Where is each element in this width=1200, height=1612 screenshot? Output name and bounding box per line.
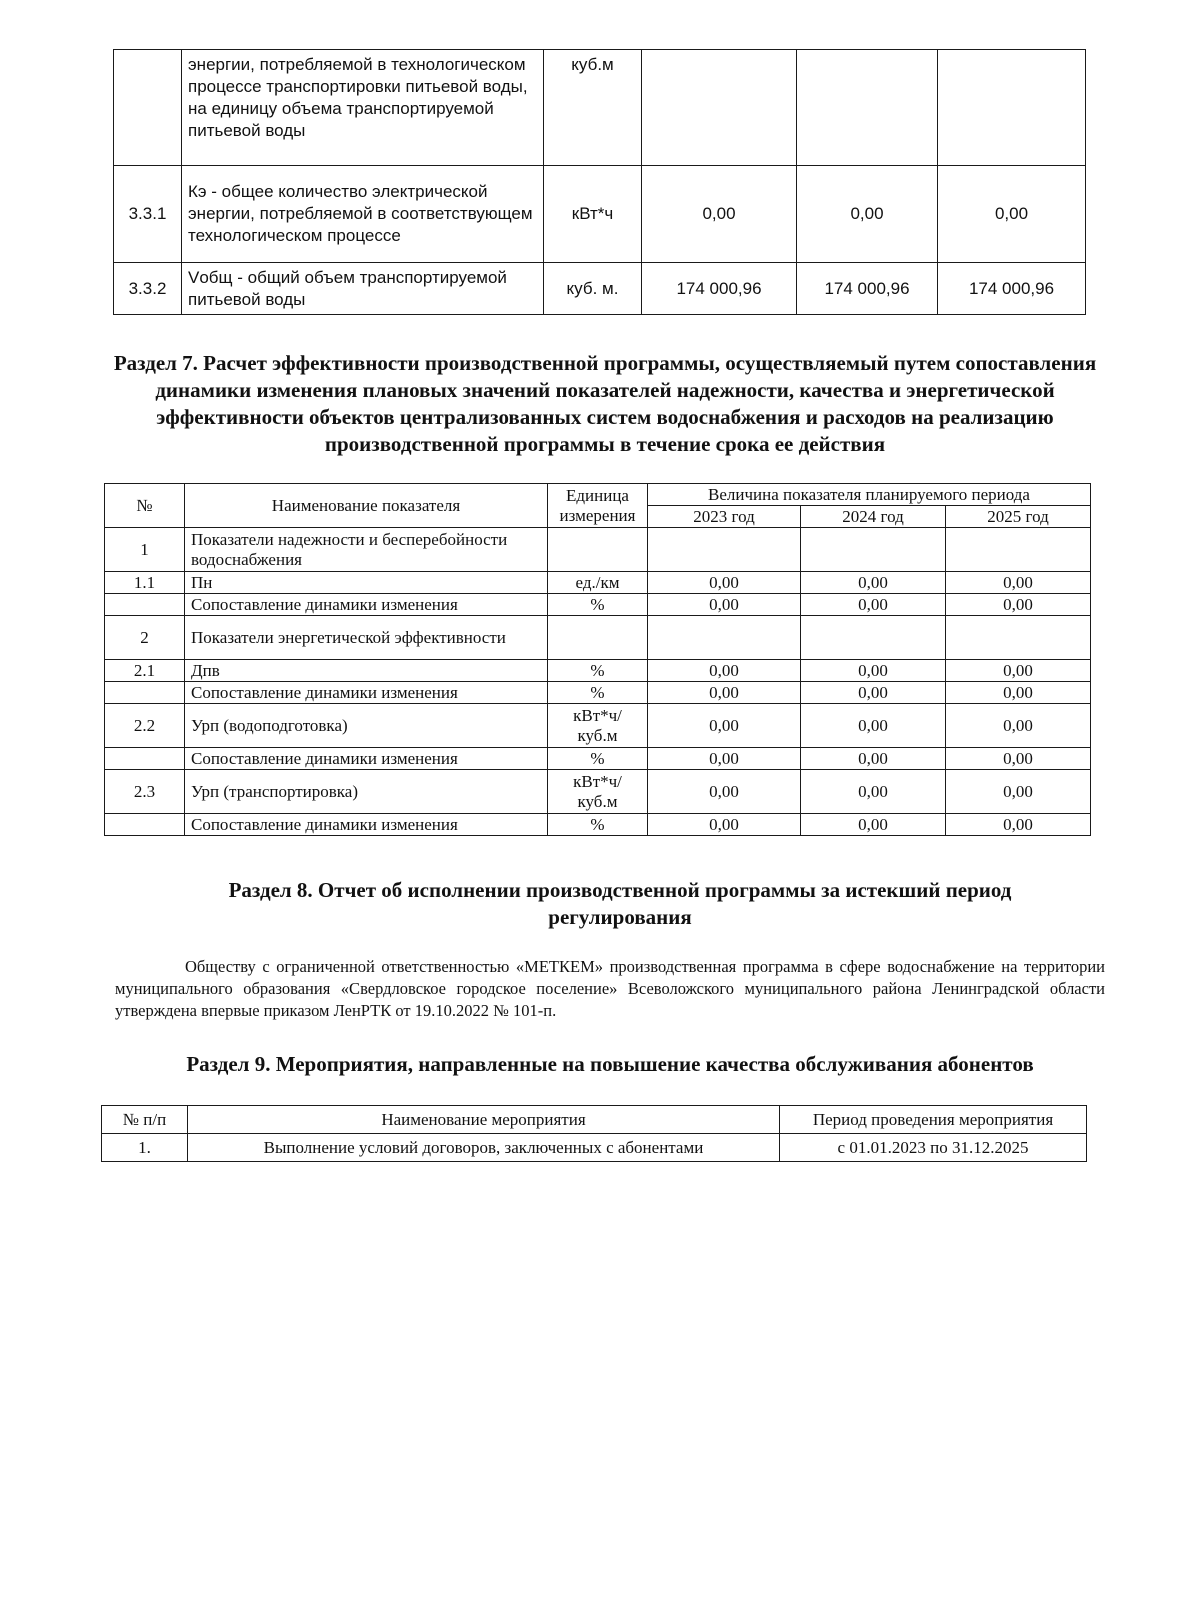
- value-2025: 0,00: [946, 770, 1091, 814]
- table-header-row: [105, 484, 1091, 506]
- row-name: Урп (транспортировка): [185, 770, 548, 814]
- header-name: Наименование показателя: [185, 484, 548, 528]
- value-2025: 174 000,96: [938, 263, 1086, 315]
- row-name: Vобщ - общий объем транспортируемой питьевой воды: [182, 263, 544, 315]
- table-row: [114, 263, 1086, 315]
- efficiency-table: [104, 483, 1091, 836]
- activity-name: Выполнение условий договоров, заключенных с абонентами: [188, 1134, 780, 1162]
- table-row: [105, 572, 1091, 594]
- table-row: [105, 748, 1091, 770]
- value-2025: [938, 50, 1086, 166]
- row-number: 2.2: [105, 704, 185, 748]
- table-row: [114, 166, 1086, 263]
- row-name: Кэ - общее количество электрической энергии, потребляемой в соответствующем технологическом процессе: [182, 166, 544, 263]
- row-unit: куб. м.: [544, 263, 642, 315]
- row-name: Дпв: [185, 660, 548, 682]
- section-8-title: Раздел 8. Отчет об исполнении производственной программы за истекший период регулирования: [228, 878, 1012, 929]
- value-2023: 0,00: [648, 704, 801, 748]
- row-name: Показатели энергетической эффективности: [185, 616, 548, 660]
- table-row: [105, 814, 1091, 836]
- table-row: [105, 528, 1091, 572]
- row-number: [105, 814, 185, 836]
- row-unit: куб.м: [544, 50, 642, 166]
- row-unit: ед./км: [548, 572, 648, 594]
- section-7-title: Раздел 7. Расчет эффективности производственной программы, осуществляемый путем сопоставления динамики изменения плановых значений показателей надежности, качества и энергетической эффективности объектов централизованных систем водоснабжения и расходов на реализацию производственной программы в течение срока ее действия: [113, 351, 1097, 456]
- value-2023: 0,00: [648, 814, 801, 836]
- value-2024: 0,00: [801, 572, 946, 594]
- row-name: Урп (водоподготовка): [185, 704, 548, 748]
- value-2023: 0,00: [648, 572, 801, 594]
- value-2025: 0,00: [946, 814, 1091, 836]
- value-2024: [797, 50, 938, 166]
- row-unit: кВт*ч/ куб.м: [548, 770, 648, 814]
- row-unit: [548, 528, 648, 572]
- header-2025: 2025 год: [946, 506, 1091, 528]
- header-num: № п/п: [102, 1106, 188, 1134]
- header-num: №: [105, 484, 185, 528]
- value-2025: 0,00: [946, 682, 1091, 704]
- row-number: 1.1: [105, 572, 185, 594]
- value-2025: 0,00: [946, 572, 1091, 594]
- table-row: [105, 594, 1091, 616]
- row-unit: %: [548, 814, 648, 836]
- value-2025: 0,00: [946, 704, 1091, 748]
- section-9-title: Раздел 9. Мероприятия, направленные на повышение качества обслуживания абонентов: [186, 1052, 1034, 1076]
- header-period: Величина показателя планируемого периода: [648, 484, 1091, 506]
- table-header-row: [102, 1106, 1087, 1134]
- header-2023: 2023 год: [648, 506, 801, 528]
- value-2024: 0,00: [801, 704, 946, 748]
- activities-table: [101, 1105, 1087, 1162]
- row-number: 3.3.1: [114, 166, 182, 263]
- value-2023: [648, 528, 801, 572]
- indicators-table-continued: [113, 49, 1086, 315]
- value-2023: [642, 50, 797, 166]
- section-8-paragraph: Обществу с ограниченной ответственностью «МЕТКЕМ» производственная программа в сфере водоснабжение на территории муниципального образования «Свердловское городское поселение» Всеволожского муниципального района Ленинградской области утверждена впервые приказом ЛенРТК от 19.10.2022 № 101-п.: [115, 957, 1105, 1020]
- row-number: 2.3: [105, 770, 185, 814]
- row-number: [105, 748, 185, 770]
- row-name: энергии, потребляемой в технологическом процессе транспортировки питьевой воды, на единицу объема транспортируемой питьевой воды: [182, 50, 544, 166]
- table-row: [105, 616, 1091, 660]
- value-2023: 0,00: [648, 682, 801, 704]
- value-2025: 0,00: [946, 594, 1091, 616]
- value-2023: 174 000,96: [642, 263, 797, 315]
- row-name: Пн: [185, 572, 548, 594]
- row-number: 1.: [102, 1134, 188, 1162]
- activity-period: с 01.01.2023 по 31.12.2025: [780, 1134, 1087, 1162]
- row-name: Сопоставление динамики изменения: [185, 682, 548, 704]
- row-unit: [548, 616, 648, 660]
- value-2024: 174 000,96: [797, 263, 938, 315]
- row-name: Сопоставление динамики изменения: [185, 814, 548, 836]
- table-row: [114, 50, 1086, 166]
- row-unit: %: [548, 594, 648, 616]
- table-row: [105, 770, 1091, 814]
- row-unit: %: [548, 660, 648, 682]
- row-unit: кВт*ч: [544, 166, 642, 263]
- header-unit: Единица измерения: [548, 484, 648, 528]
- row-unit: %: [548, 748, 648, 770]
- row-number: [105, 682, 185, 704]
- value-2024: 0,00: [801, 814, 946, 836]
- value-2024: 0,00: [801, 682, 946, 704]
- header-activity-name: Наименование мероприятия: [188, 1106, 780, 1134]
- row-number: 1: [105, 528, 185, 572]
- value-2024: 0,00: [797, 166, 938, 263]
- value-2023: 0,00: [648, 748, 801, 770]
- value-2025: [946, 528, 1091, 572]
- value-2024: 0,00: [801, 748, 946, 770]
- table-row: [102, 1134, 1087, 1162]
- value-2023: [648, 616, 801, 660]
- table-row: [105, 660, 1091, 682]
- value-2024: 0,00: [801, 770, 946, 814]
- row-number: 2: [105, 616, 185, 660]
- row-number: [105, 594, 185, 616]
- value-2023: 0,00: [642, 166, 797, 263]
- row-name: Сопоставление динамики изменения: [185, 748, 548, 770]
- row-unit: кВт*ч/ куб.м: [548, 704, 648, 748]
- value-2024: 0,00: [801, 594, 946, 616]
- header-period: Период проведения мероприятия: [780, 1106, 1087, 1134]
- value-2025: 0,00: [938, 166, 1086, 263]
- value-2024: [801, 528, 946, 572]
- row-number: 2.1: [105, 660, 185, 682]
- table-row: [105, 682, 1091, 704]
- value-2025: 0,00: [946, 748, 1091, 770]
- value-2023: 0,00: [648, 770, 801, 814]
- value-2023: 0,00: [648, 594, 801, 616]
- row-number: 3.3.2: [114, 263, 182, 315]
- value-2025: 0,00: [946, 660, 1091, 682]
- header-2024: 2024 год: [801, 506, 946, 528]
- table-row: [105, 704, 1091, 748]
- row-name: Показатели надежности и бесперебойности водоснабжения: [185, 528, 548, 572]
- value-2024: 0,00: [801, 660, 946, 682]
- value-2023: 0,00: [648, 660, 801, 682]
- value-2024: [801, 616, 946, 660]
- row-name: Сопоставление динамики изменения: [185, 594, 548, 616]
- value-2025: [946, 616, 1091, 660]
- row-unit: %: [548, 682, 648, 704]
- row-number: [114, 50, 182, 166]
